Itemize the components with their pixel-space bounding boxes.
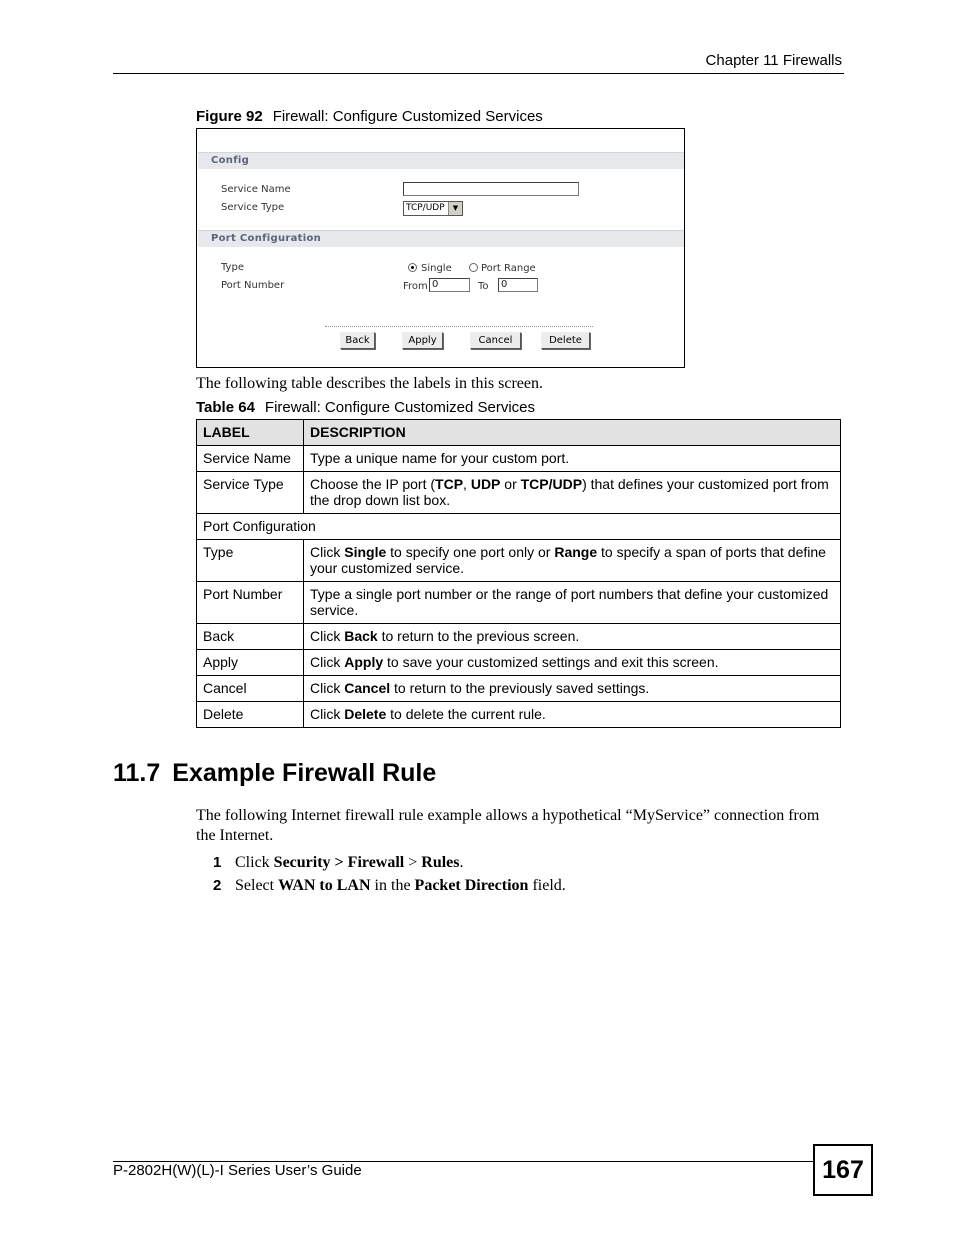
- desc-bold: Back: [344, 628, 378, 644]
- port-range-radio-label: Port Range: [481, 263, 536, 274]
- config-screenshot: [196, 128, 685, 368]
- from-label: From: [403, 281, 428, 292]
- table-row: [197, 582, 841, 624]
- section-number: 11.7: [113, 759, 161, 787]
- figure-caption: [196, 108, 543, 125]
- figure-title: Firewall: Configure Customized Services: [272, 108, 543, 125]
- desc-text: to return to the previous screen.: [377, 628, 580, 644]
- desc-text: ,: [463, 476, 471, 492]
- service-name-label: Service Name: [221, 184, 291, 195]
- row-label: Apply: [197, 650, 304, 676]
- step-text: Select: [235, 877, 279, 894]
- header-description: DESCRIPTION: [304, 420, 841, 446]
- row-description: [304, 624, 841, 650]
- table-row: [197, 624, 841, 650]
- desc-text: to specify a span of ports that define your customized service.: [310, 544, 826, 576]
- labels-table: [196, 419, 841, 728]
- step-text: >: [404, 854, 422, 871]
- step-text: in the: [370, 877, 415, 894]
- row-label: Service Name: [197, 446, 304, 472]
- row-label: Port Number: [197, 582, 304, 624]
- service-type-value: TCP/UDP: [406, 203, 445, 213]
- row-description: [304, 472, 841, 514]
- desc-text: to specify one port only or: [386, 544, 555, 560]
- to-port-input[interactable]: 0: [498, 278, 538, 292]
- row-label: Type: [197, 540, 304, 582]
- desc-bold: Range: [554, 544, 598, 560]
- chevron-down-icon[interactable]: ▼: [448, 202, 462, 215]
- table-row: [197, 540, 841, 582]
- table-header-row: [197, 420, 841, 446]
- from-port-input[interactable]: 0: [429, 278, 470, 292]
- table-intro: The following table describes the labels in this screen.: [196, 375, 544, 392]
- row-section-label: Port Configuration: [197, 514, 841, 540]
- port-number-label: Port Number: [221, 280, 285, 291]
- service-type-select[interactable]: [403, 201, 463, 216]
- row-description: Type a unique name for your custom port.: [304, 446, 841, 472]
- step-text: field.: [528, 877, 566, 894]
- row-label: Delete: [197, 702, 304, 728]
- step-number: 1: [213, 854, 222, 871]
- desc-text: Click: [310, 706, 345, 722]
- config-section-band: [198, 152, 684, 169]
- step-text: .: [459, 854, 464, 871]
- back-button[interactable]: Back: [340, 332, 375, 349]
- figure-label: Figure 92: [196, 108, 263, 125]
- desc-bold: TCP/UDP: [520, 476, 583, 492]
- row-label: Cancel: [197, 676, 304, 702]
- table-row: [197, 446, 841, 472]
- section-heading: [113, 759, 448, 788]
- service-name-input[interactable]: [403, 182, 579, 196]
- step-bold: WAN to LAN: [278, 877, 371, 894]
- step-bold: Rules: [421, 854, 460, 871]
- desc-text: Click: [310, 544, 345, 560]
- cancel-button[interactable]: Cancel: [470, 332, 521, 349]
- desc-text: Choose the IP port (: [310, 476, 436, 492]
- desc-text: or: [500, 476, 521, 492]
- row-description: [304, 540, 841, 582]
- desc-text: to return to the previously saved settings.: [390, 680, 650, 696]
- section-title: Example Firewall Rule: [172, 759, 437, 787]
- to-label: To: [478, 281, 489, 292]
- row-description: Type a single port number or the range of port numbers that define your customized service.: [304, 582, 841, 624]
- config-section-title: Config: [211, 155, 250, 166]
- row-label: Service Type: [197, 472, 304, 514]
- table-row: [197, 650, 841, 676]
- step-bold: Security > Firewall: [273, 854, 405, 871]
- step-1: [213, 854, 464, 872]
- port-section-title: Port Configuration: [211, 233, 322, 244]
- apply-button[interactable]: Apply: [402, 332, 443, 349]
- step-text: Click: [235, 854, 274, 871]
- desc-text: to delete the current rule.: [386, 706, 546, 722]
- guide-title: P-2802H(W)(L)-I Series User’s Guide: [113, 1162, 362, 1179]
- table-caption: [196, 399, 535, 416]
- table-row: [197, 702, 841, 728]
- row-description: [304, 650, 841, 676]
- single-radio[interactable]: [408, 263, 417, 272]
- row-description: [304, 676, 841, 702]
- row-label: Back: [197, 624, 304, 650]
- desc-bold: Apply: [344, 654, 384, 670]
- step-2: [213, 877, 566, 895]
- delete-button[interactable]: Delete: [541, 332, 590, 349]
- step-bold: Packet Direction: [414, 877, 529, 894]
- table-row: [197, 676, 841, 702]
- table-row: [197, 514, 841, 540]
- header-label: LABEL: [197, 420, 304, 446]
- single-radio-label: Single: [421, 263, 452, 274]
- section-paragraph: The following Internet firewall rule example allows a hypothetical “MyService” connection from the Internet.: [196, 807, 820, 844]
- desc-text: Click: [310, 628, 345, 644]
- row-description: [304, 702, 841, 728]
- type-label: Type: [221, 262, 244, 273]
- desc-bold: Cancel: [344, 680, 391, 696]
- desc-bold: Single: [344, 544, 387, 560]
- desc-text: to save your customized settings and exit this screen.: [383, 654, 719, 670]
- desc-text: Click: [310, 654, 345, 670]
- desc-bold: TCP: [435, 476, 464, 492]
- chapter-header: Chapter 11 Firewalls: [705, 52, 842, 69]
- desc-text: Click: [310, 680, 345, 696]
- port-section-band: [198, 230, 684, 247]
- desc-text: ) that defines your customized port from the drop down list box.: [310, 476, 829, 508]
- service-type-label: Service Type: [221, 202, 285, 213]
- table-title: Firewall: Configure Customized Services: [264, 399, 536, 416]
- header-rule: [113, 73, 844, 74]
- page-number: 167: [813, 1144, 873, 1196]
- desc-bold: UDP: [470, 476, 501, 492]
- step-number: 2: [213, 877, 222, 894]
- table-label: Table 64: [196, 399, 255, 416]
- port-range-radio[interactable]: [469, 263, 478, 272]
- table-row: [197, 472, 841, 514]
- desc-bold: Delete: [344, 706, 387, 722]
- button-divider: [325, 326, 593, 327]
